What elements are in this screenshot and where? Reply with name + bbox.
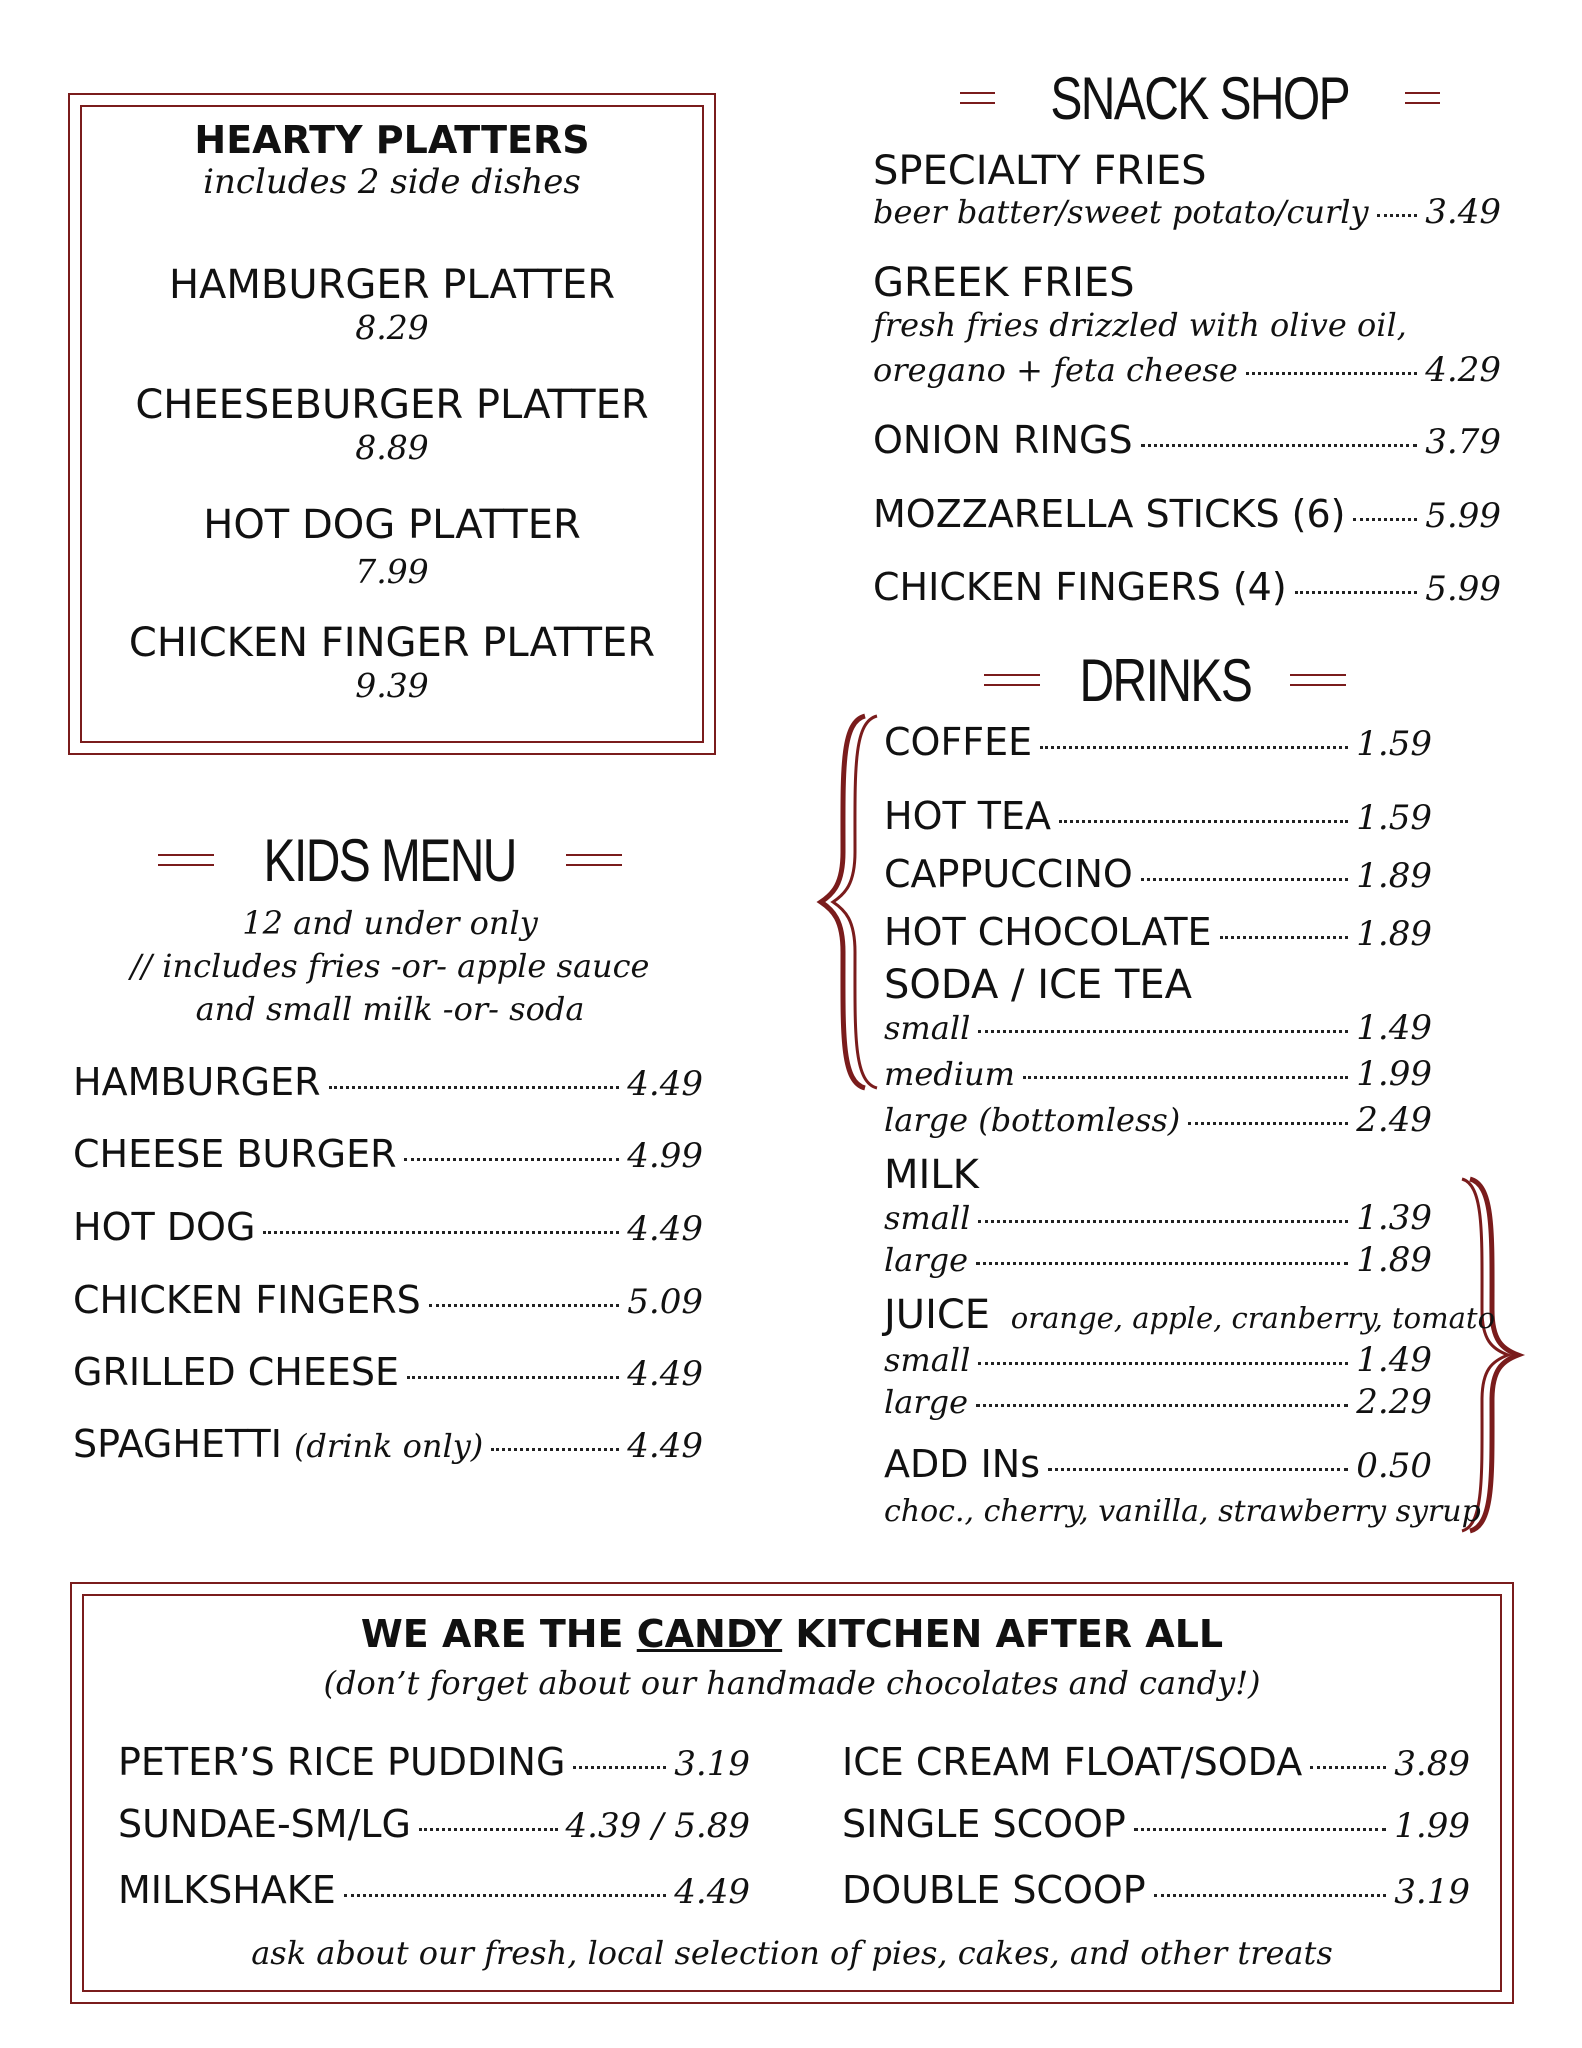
item-price: 1.89 <box>1356 1240 1432 1280</box>
leader-dots <box>404 1158 619 1161</box>
drink-group-name: MILK <box>884 1152 979 1198</box>
platters-title: HEARTY PLATTERS <box>194 118 590 162</box>
size-label: small <box>884 1199 971 1237</box>
candy-subtitle: (don’t forget about our handmade chocolates and candy!) <box>323 1664 1261 1702</box>
drinks-header <box>945 640 1385 720</box>
item-price: 1.39 <box>1356 1198 1432 1238</box>
drink-size <box>884 1340 1432 1380</box>
item-name: HAMBURGER <box>73 1060 321 1104</box>
leader-dots <box>1059 820 1348 823</box>
kids-note: // includes fries -or- apple sauce <box>130 947 650 985</box>
drink-item <box>884 794 1432 838</box>
item-price: 1.59 <box>1356 798 1432 838</box>
item-name: PETER’S RICE PUDDING <box>118 1740 566 1784</box>
leader-dots <box>429 1304 620 1307</box>
platter-price: 8.89 <box>355 428 429 467</box>
drink-item <box>884 720 1432 764</box>
item-name: HOT TEA <box>884 794 1051 838</box>
item-name: COFFEE <box>884 720 1033 764</box>
leader-dots <box>1353 518 1417 521</box>
item-price: 2.29 <box>1356 1382 1432 1422</box>
platter-name: HOT DOG PLATTER <box>203 502 581 548</box>
drink-group <box>884 1292 1495 1338</box>
divider <box>1290 674 1346 686</box>
item-name: CHICKEN FINGERS <box>73 1278 421 1322</box>
drink-group-name: JUICE <box>884 1292 991 1338</box>
size-label: small <box>884 1341 971 1379</box>
item-price: 1.59 <box>1356 724 1432 764</box>
item-price: 3.79 <box>1425 422 1501 462</box>
snack-item-name: SPECIALTY FRIES <box>873 148 1207 194</box>
leader-dots <box>1246 372 1418 375</box>
snack-item-name: GREEK FRIES <box>873 260 1135 306</box>
item-price: 0.50 <box>1356 1446 1432 1486</box>
divider <box>984 674 1040 686</box>
item-name: MILKSHAKE <box>118 1868 336 1912</box>
drink-group-name: SODA / ICE TEA <box>884 962 1193 1008</box>
item-name: SINGLE SCOOP <box>842 1802 1126 1846</box>
item-price: 1.89 <box>1356 856 1432 896</box>
leader-dots <box>263 1231 619 1234</box>
item-price: 4.29 <box>1425 350 1501 390</box>
item-name: DOUBLE SCOOP <box>842 1868 1146 1912</box>
snack-title: SNACK SHOP <box>1050 64 1350 132</box>
divider <box>1405 92 1440 104</box>
leader-dots <box>1023 1076 1348 1079</box>
drink-item <box>884 910 1432 954</box>
item-price: 5.09 <box>627 1282 703 1322</box>
kids-item <box>73 1060 703 1104</box>
candy-title-pre: WE ARE THE <box>360 1612 637 1656</box>
platter-price: 9.39 <box>355 666 429 705</box>
drink-size <box>884 1100 1432 1140</box>
item-price: 1.89 <box>1356 914 1432 954</box>
item-price: 3.49 <box>1425 192 1501 232</box>
candy-item <box>118 1868 750 1912</box>
kids-note: 12 and under only <box>242 904 538 942</box>
snack-item <box>873 418 1501 462</box>
platters-subtitle: includes 2 side dishes <box>203 162 581 202</box>
leader-dots <box>1134 1828 1386 1831</box>
size-label: large <box>884 1241 969 1279</box>
drink-size <box>884 1008 1432 1048</box>
item-name: CAPPUCCINO <box>884 852 1133 896</box>
kids-header <box>150 820 630 900</box>
item-price: 2.49 <box>1356 1100 1432 1140</box>
item-name: ONION RINGS <box>873 418 1133 462</box>
item-price: 5.99 <box>1425 569 1501 609</box>
leader-dots <box>419 1828 558 1831</box>
item-name: HOT CHOCOLATE <box>884 910 1212 954</box>
leader-dots <box>978 1030 1348 1033</box>
candy-item <box>842 1740 1470 1784</box>
drink-size <box>884 1382 1432 1422</box>
item-price: 3.19 <box>1394 1872 1470 1912</box>
leader-dots <box>1295 591 1418 594</box>
kids-item <box>73 1422 703 1466</box>
right-brace <box>1460 1175 1530 1535</box>
left-brace <box>815 712 885 1092</box>
platter-name: CHEESEBURGER PLATTER <box>135 382 649 428</box>
item-name: GRILLED CHEESE <box>73 1350 400 1394</box>
platter-name: CHICKEN FINGER PLATTER <box>128 620 656 666</box>
snack-header <box>960 58 1440 138</box>
juice-flavors: orange, apple, cranberry, tomato <box>1010 1301 1496 1335</box>
item-name: CHEESE BURGER <box>73 1132 397 1176</box>
leader-dots <box>407 1376 619 1379</box>
item-price: 4.49 <box>627 1064 703 1104</box>
item-note: (drink only) <box>293 1427 484 1465</box>
candy-title-emph: CANDY <box>636 1612 783 1656</box>
item-price: 4.49 <box>627 1426 703 1466</box>
item-name: SUNDAE-SM/LG <box>118 1802 411 1846</box>
size-label: large <box>884 1383 969 1421</box>
kids-title: KIDS MENU <box>263 826 517 894</box>
candy-item <box>118 1802 750 1846</box>
snack-item <box>873 350 1501 390</box>
kids-note: and small milk -or- soda <box>195 990 585 1028</box>
platter-item <box>70 382 714 467</box>
item-price: 4.99 <box>627 1136 703 1176</box>
candy-title <box>72 1612 1512 1656</box>
leader-dots <box>1377 214 1418 217</box>
snack-item <box>873 192 1501 232</box>
item-name: ICE CREAM FLOAT/SODA <box>842 1740 1303 1784</box>
item-price: 3.19 <box>674 1744 750 1784</box>
leader-dots <box>1310 1766 1386 1769</box>
platter-price: 8.29 <box>355 308 429 347</box>
leader-dots <box>1188 1122 1348 1125</box>
snack-item <box>873 565 1501 609</box>
leader-dots <box>1220 936 1349 939</box>
item-name: CHICKEN FINGERS (4) <box>873 565 1287 609</box>
divider <box>566 854 622 866</box>
leader-dots <box>976 1404 1348 1407</box>
platters-panel <box>70 118 714 202</box>
leader-dots <box>344 1894 667 1897</box>
drink-size <box>884 1198 1432 1238</box>
item-price: 4.49 <box>627 1354 703 1394</box>
item-price: 1.49 <box>1356 1340 1432 1380</box>
item-price: 4.39 / 5.89 <box>565 1806 750 1846</box>
kids-item <box>73 1132 703 1176</box>
drink-size <box>884 1240 1432 1280</box>
kids-item <box>73 1205 703 1249</box>
leader-dots <box>1154 1894 1387 1897</box>
drink-item <box>884 1442 1432 1486</box>
drink-item <box>884 852 1432 896</box>
candy-item <box>118 1740 750 1784</box>
addins-desc: choc., cherry, vanilla, strawberry syrup <box>884 1494 1481 1529</box>
leader-dots <box>1040 746 1348 749</box>
drink-size <box>884 1054 1432 1094</box>
candy-item <box>842 1802 1470 1846</box>
leader-dots <box>1141 444 1418 447</box>
leader-dots <box>329 1086 620 1089</box>
item-name: SPAGHETTI <box>73 1422 282 1466</box>
candy-item <box>842 1868 1470 1912</box>
divider <box>158 854 214 866</box>
leader-dots <box>1048 1468 1348 1471</box>
item-price: 4.49 <box>627 1209 703 1249</box>
leader-dots <box>573 1766 666 1769</box>
leader-dots <box>976 1262 1348 1265</box>
item-desc: oregano + feta cheese <box>873 351 1238 389</box>
item-price: 1.99 <box>1356 1054 1432 1094</box>
divider <box>960 92 995 104</box>
drinks-title: DRINKS <box>1079 646 1251 714</box>
size-label: medium <box>884 1055 1015 1093</box>
leader-dots <box>491 1448 619 1451</box>
candy-title-post: KITCHEN AFTER ALL <box>782 1612 1224 1656</box>
item-name: ADD INs <box>884 1442 1041 1486</box>
candy-footer: ask about our fresh, local selection of pies, cakes, and other treats <box>251 1934 1333 1972</box>
item-price: 3.89 <box>1394 1744 1470 1784</box>
platter-item <box>70 262 714 347</box>
leader-dots <box>978 1362 1348 1365</box>
leader-dots <box>1141 878 1349 881</box>
platter-price: 7.99 <box>355 552 429 591</box>
platter-name: HAMBURGER PLATTER <box>168 262 616 308</box>
platter-item <box>70 502 714 591</box>
item-price: 4.49 <box>674 1872 750 1912</box>
kids-item <box>73 1278 703 1322</box>
item-price: 1.99 <box>1394 1806 1470 1846</box>
snack-item <box>873 492 1501 536</box>
item-name: HOT DOG <box>73 1205 256 1249</box>
kids-item <box>73 1350 703 1394</box>
size-label: small <box>884 1009 971 1047</box>
item-price: 1.49 <box>1356 1008 1432 1048</box>
platter-item <box>70 620 714 705</box>
kids-notes <box>100 902 680 1031</box>
size-label: large (bottomless) <box>884 1101 1181 1139</box>
item-desc: beer batter/sweet potato/curly <box>873 193 1369 231</box>
leader-dots <box>978 1220 1348 1223</box>
item-desc: fresh fries drizzled with olive oil, <box>873 306 1407 344</box>
item-price: 5.99 <box>1425 496 1501 536</box>
item-name: MOZZARELLA STICKS (6) <box>873 492 1346 536</box>
